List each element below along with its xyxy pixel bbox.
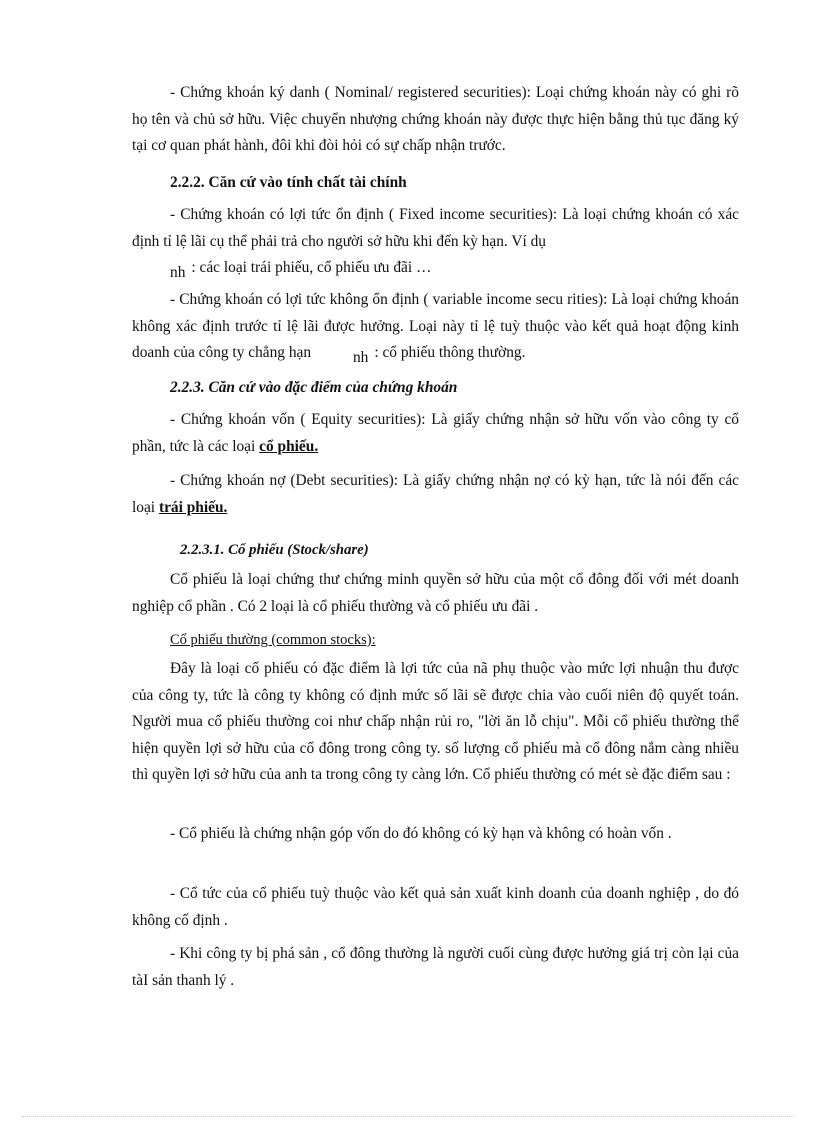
paragraph-feature-1: - Cổ phiếu là chứng nhận góp vốn do đó không có kỳ hạn và không có hoàn vốn . [170, 825, 672, 842]
trai-phieu-link[interactable]: trái phiếu. [158, 498, 228, 516]
variable-income-example: : cổ phiếu thông thường. [374, 344, 526, 361]
paragraph-debt-securities [132, 468, 739, 521]
paragraph-variable-income [132, 287, 739, 367]
paragraph-nominal-securities: - Chứng khoán ký danh ( Nominal/ registered securities): Loại chứng khoán này có ghi rõ họ tên và chủ sở hữu. Việc chuyển nhượng chứng khoán này được thực hiện bằng thủ tục đăng ký tại cơ quan phát hành, đôi khi đòi hỏi có sự chấp nhận trước. [132, 84, 739, 154]
heading-2-2-3: 2.2.3. Căn cứ vào đặc điểm của chứng khoán [170, 379, 458, 396]
paragraph-stock-definition: Cổ phiếu là loại chứng thư chứng minh quyền sở hữu của một cổ đông đối với mét doanh nghiệp cổ phần . Có 2 loại là cổ phiếu thường và cổ phiếu ưu đãi . [132, 571, 739, 615]
nh-fragment: nh [352, 349, 369, 366]
equity-text: - Chứng khoán vốn ( Equity securities): Là giấy chứng nhận sở hữu vốn vào công ty cổ phần, tức là các loại [132, 411, 739, 455]
paragraph-feature-3: - Khi công ty bị phá sản , cổ đông thường là người cuối cùng được hưởng giá trị còn lại của tàI sản thanh lý . [132, 945, 739, 989]
heading-2-2-2: 2.2.2. Căn cứ vào tính chất tài chính [170, 174, 407, 191]
paragraph-fixed-income [132, 202, 739, 282]
fixed-income-text: - Chứng khoán có lợi tức ổn định ( Fixed income securities): Là loại chứng khoán có xác định tỉ lệ lãi cụ thể phải trả cho người sở hữu khi đến kỳ hạn. Ví dụ [132, 206, 739, 250]
variable-income-text: - Chứng khoán có lợi tức không ổn định ( variable income secu rities): Là loại chứng khoán không xác định trước tỉ lệ lãi được hưởng. Loại này tỉ lệ tuỳ thuộc vào kết quả hoạt động kinh doanh của công ty chẳng hạn [132, 291, 739, 361]
subheading-common-stocks [170, 627, 730, 654]
nh-fragment: nh [170, 264, 186, 281]
heading-2-2-3-1: 2.2.3.1. Cổ phiếu (Stock/share) [180, 542, 369, 558]
paragraph-equity-securities [132, 407, 739, 460]
fixed-income-example: : các loại trái phiếu, cổ phiếu ưu đãi … [191, 259, 432, 276]
page-bottom-divider [22, 1116, 794, 1117]
paragraph-common-stocks: Đây là loại cổ phiếu có đặc điểm là lợi tức của nã phụ thuộc vào mức lợi nhuận thu được của công ty, tức là công ty không có định mức số lãi sẽ được chia vào cuối niên độ quyết toán. Người mua cổ phiếu thường coi như chấp nhận rủi ro, "lời ăn lỗ chịu". Mỗi cổ phiếu thường thể hiện quyền lợi sở hữu của cổ đông trong công ty. số lượng cổ phiếu mà cổ đông nắm càng nhiều thì quyền lợi sở hữu của anh ta trong công ty càng lớn. Cổ phiếu thường có mét sè đặc điểm sau : [132, 660, 739, 783]
paragraph-feature-2: - Cổ tức của cổ phiếu tuỳ thuộc vào kết quả sản xuất kinh doanh của doanh nghiệp , do đó không cố định . [132, 885, 739, 929]
common-stocks-label: Cổ phiếu thường (common stocks): [170, 632, 376, 648]
co-phieu-link[interactable]: cổ phiếu. [259, 437, 319, 455]
debt-text: - Chứng khoán nợ (Debt securities): Là giấy chứng nhận nợ có kỳ hạn, tức là nói đến các loại [132, 472, 739, 516]
